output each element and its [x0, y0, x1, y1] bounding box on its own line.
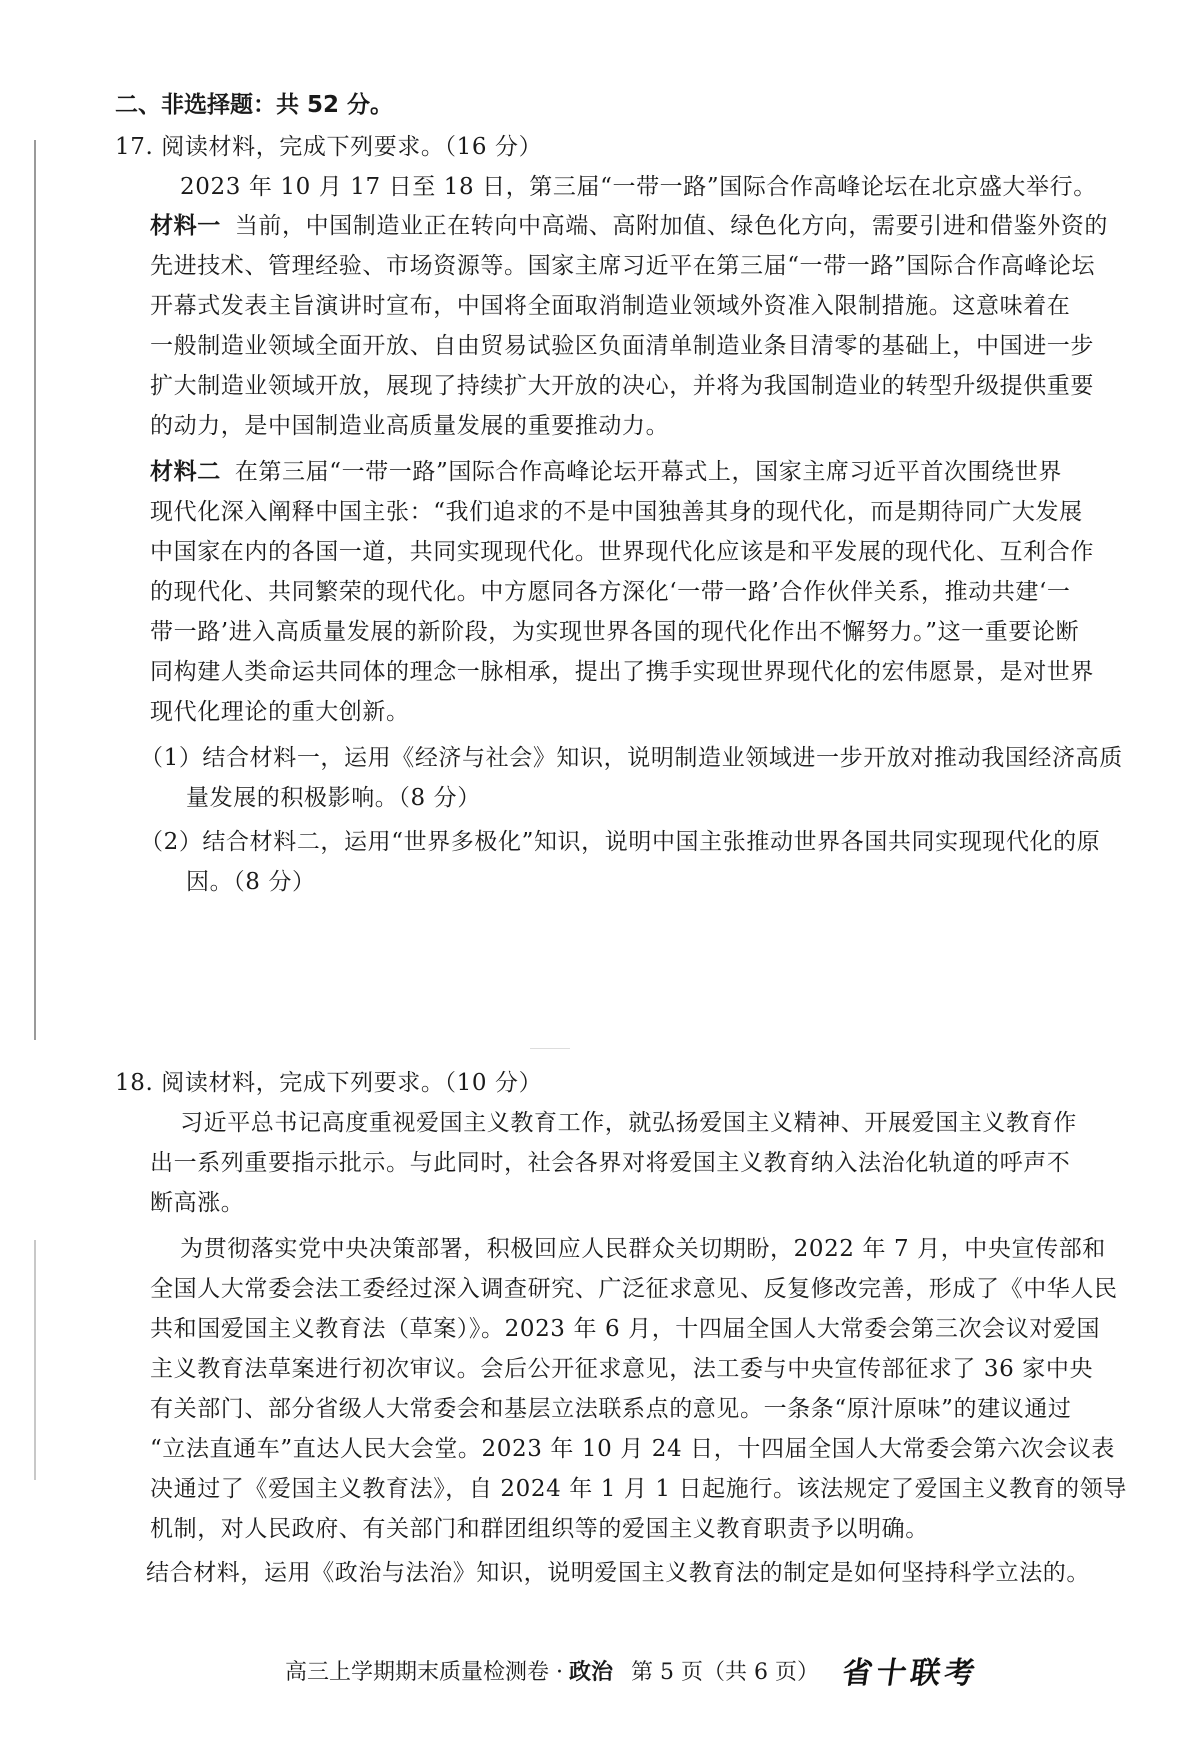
q17-material2-line: 的现代化、共同繁荣的现代化。中方愿同各方深化‘一带一路’合作伙伴关系，推动共建‘一: [150, 579, 1071, 605]
q17-sub2: （2）结合材料二，运用“世界多极化”知识，说明中国主张推动世界各国共同实现现代化的原: [140, 829, 1101, 855]
section-heading: 二、非选择题：共 52 分。: [115, 92, 394, 118]
q18-p2-line: 机制，对人民政府、有关部门和群团组织等的爱国主义教育职责予以明确。: [150, 1516, 929, 1542]
q18-p1-line: 习近平总书记高度重视爱国主义教育工作，就弘扬爱国主义精神、开展爱国主义教育作: [180, 1110, 1077, 1136]
q17-material2-line: 中国家在内的各国一道，共同实现现代化。世界现代化应该是和平发展的现代化、互利合作: [150, 539, 1094, 565]
subject-name: 政治: [569, 1658, 614, 1685]
material1-label: 材料一: [150, 213, 221, 239]
q18-p2-line: “立法直通车”直达人民大会堂。2023 年 10 月 24 日，十四届全国人大常委会第六次会议表: [150, 1436, 1115, 1462]
margin-rule-lower: [34, 1240, 36, 1480]
q18-title: 18. 阅读材料，完成下列要求。（10 分）: [115, 1070, 543, 1096]
q17-sub1: （1）结合材料一，运用《经济与社会》知识，说明制造业领域进一步开放对推动我国经济高质: [140, 745, 1123, 771]
q17-intro: 2023 年 10 月 17 日至 18 日，第三届“一带一路”国际合作高峰论坛在北京盛大举行。: [180, 174, 1097, 200]
q17-material2-line: 现代化理论的重大创新。: [150, 699, 410, 725]
q18-p2-line: 为贯彻落实党中央决策部署，积极回应人民群众关切期盼，2022 年 7 月，中央宣传部和: [180, 1236, 1106, 1262]
q17-material2-line: 带一路’进入高质量发展的新阶段，为实现世界各国的现代化作出不懈努力。”这一重要论断: [150, 619, 1080, 645]
page-footer: [285, 1648, 979, 1692]
page-number: 第 5 页（共 6 页）: [631, 1659, 819, 1685]
q17-material2-line: 同构建人类命运共同体的理念一脉相承，提出了携手实现世界现代化的宏伟愿景，是对世界: [150, 659, 1094, 685]
q18-p1-line: 断高涨。: [150, 1190, 245, 1216]
material1-text: 当前，中国制造业正在转向中高端、高附加值、绿色化方向，需要引进和借鉴外资的: [234, 213, 1109, 239]
q17-material1-line: [150, 209, 1108, 243]
q17-material1-line: 先进技术、管理经验、市场资源等。国家主席习近平在第三届“一带一路”国际合作高峰论坛: [150, 253, 1096, 279]
q18-p2-line: 有关部门、部分省级人大常委会和基层立法联系点的意见。一条条“原汁原味”的建议通过: [150, 1396, 1072, 1422]
q17-material2-line: 现代化深入阐释中国主张：“我们追求的不是中国独善其身的现代化，而是期待同广大发展: [150, 499, 1083, 525]
q18-p1-line: 出一系列重要指示批示。与此同时，社会各界对将爱国主义教育纳入法治化轨道的呼声不: [150, 1150, 1071, 1176]
q17-material1-line: 扩大制造业领域开放，展现了持续扩大开放的决心，并将为我国制造业的转型升级提供重要: [150, 373, 1094, 399]
q18-p2-line: 决通过了《爱国主义教育法》，自 2024 年 1 月 1 日起施行。该法规定了爱国主义教育的领导: [150, 1476, 1127, 1502]
q18-p2-line: 全国人大常委会法工委经过深入调查研究、广泛征求意见、反复修改完善，形成了《中华人民: [150, 1276, 1118, 1302]
exam-title: 高三上学期期末质量检测卷 ·: [285, 1659, 563, 1685]
q18-question: 结合材料，运用《政治与法治》知识，说明爱国主义教育法的制定是如何坚持科学立法的。: [146, 1560, 1090, 1586]
q17-material2-line: [150, 455, 1062, 489]
q18-p2-line: 主义教育法草案进行初次审议。会后公开征求意见，法工委与中央宣传部征求了 36 家中央: [150, 1356, 1094, 1382]
material2-label: 材料二: [150, 459, 221, 485]
q18-p2-line: 共和国爱国主义教育法（草案）》。2023 年 6 月，十四届全国人大常委会第三次会议对爱国: [150, 1316, 1101, 1342]
publisher-logo: 省十联考: [840, 1656, 981, 1691]
material2-text: 在第三届“一带一路”国际合作高峰论坛开幕式上，国家主席习近平首次围绕世界: [234, 459, 1062, 485]
margin-rule: [34, 140, 36, 1040]
q17-title: 17. 阅读材料，完成下列要求。（16 分）: [115, 134, 543, 160]
q17-sub1-cont: 量发展的积极影响。（8 分）: [186, 785, 481, 811]
q17-material1-line: 开幕式发表主旨演讲时宣布，中国将全面取消制造业领域外资准入限制措施。这意味着在: [150, 293, 1071, 319]
q17-material1-line: 的动力，是中国制造业高质量发展的重要推动力。: [150, 413, 670, 439]
q17-material1-line: 一般制造业领域全面开放、自由贸易试验区负面清单制造业条目清零的基础上，中国进一步: [150, 333, 1094, 359]
q17-sub2-cont: 因。（8 分）: [186, 869, 316, 895]
blank-answer-area: [530, 1048, 570, 1049]
